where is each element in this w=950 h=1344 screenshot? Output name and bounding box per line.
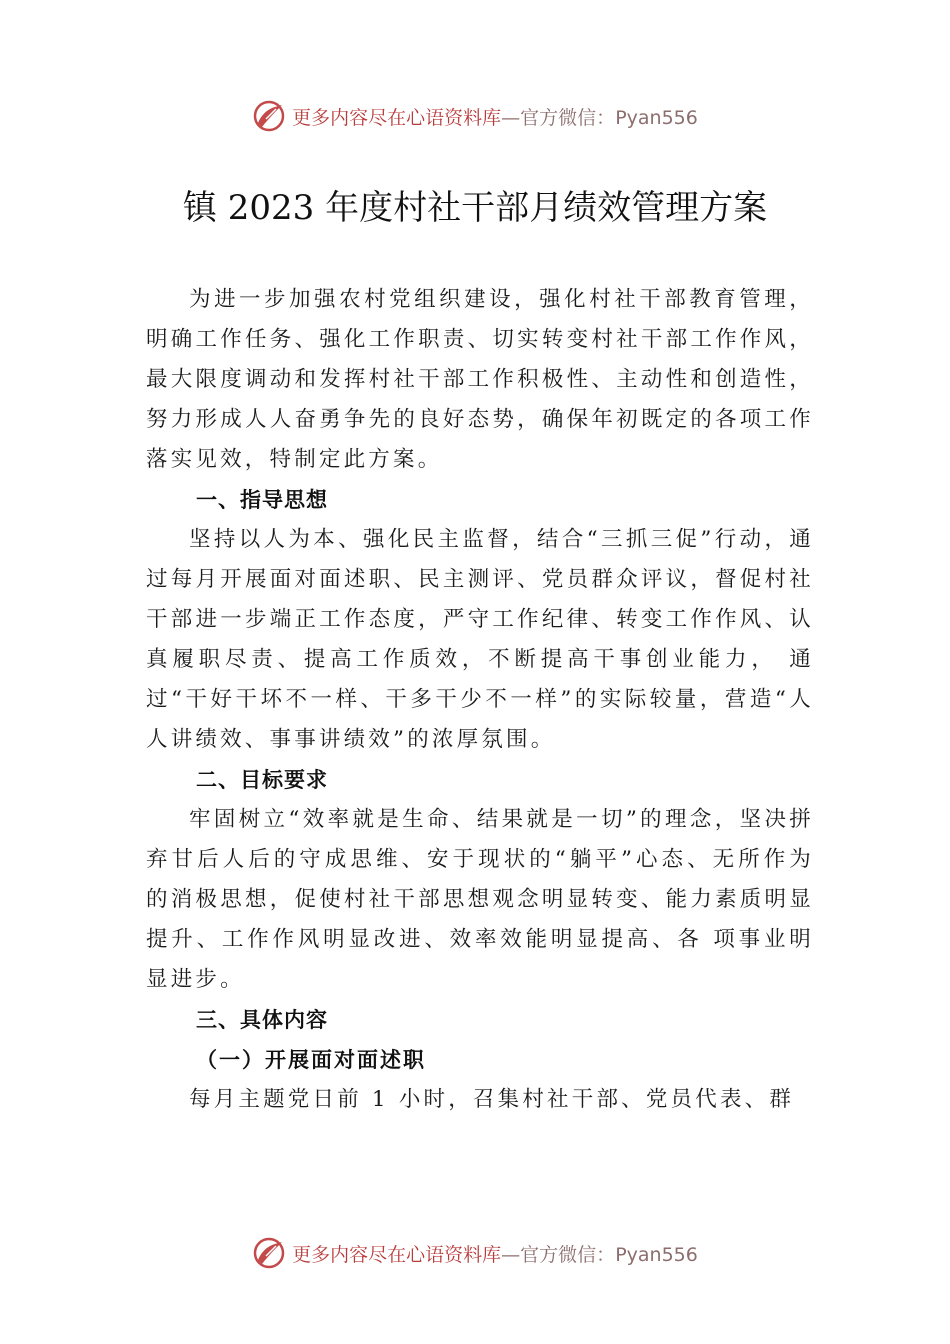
- brand-logo-icon: [252, 99, 286, 133]
- watermark-wechat-id: Pyan556: [615, 106, 698, 129]
- section-heading-guiding-thought: 一、指导思想: [196, 488, 328, 512]
- watermark-text: [292, 103, 698, 130]
- watermark-footer: [0, 1233, 950, 1273]
- watermark-brand: 更多内容尽在心语资料库: [292, 1243, 502, 1266]
- watermark-dash: —: [501, 106, 521, 129]
- watermark-official-label: 官方微信：: [520, 106, 616, 129]
- brand-logo-icon: [252, 1236, 286, 1270]
- watermark-text: [292, 1240, 698, 1267]
- watermark-dash: —: [501, 1243, 521, 1266]
- section-heading-content: 三、具体内容: [196, 1008, 328, 1032]
- intro-paragraph: 为进一步加强农村党组织建设，强化村社干部教育管理，明确工作任务、强化工作职责、切实转变村社干部工作作风，最大限度调动和发挥村社干部工作积极性、主动性和创造性，努力形成人人奋勇争先的良好态势，确保年初既定的各项工作落实见效，特制定此方案。: [146, 287, 814, 472]
- section-paragraph-content: 每月主题党日前 1 小时，召集村社干部、党员代表、群: [189, 1087, 795, 1112]
- watermark-brand: 更多内容尽在心语资料库: [292, 106, 502, 129]
- subsection-heading-face-to-face: （一）开展面对面述职: [196, 1047, 426, 1072]
- section-paragraph-goals: 牢固树立“效率就是生命、结果就是一切”的理念，坚决拼弃甘后人后的守成思维、安于现状的“躺平”心态、无所作为的消极思想，促使村社干部思想观念明显转变、能力素质明显提升、工作作风明显改进、效率效能明显提高、各 项事业明显进步。: [146, 807, 814, 992]
- section-paragraph-guiding-thought: 坚持以人为本、强化民主监督，结合“三抓三促”行动，通过每月开展面对面述职、民主测评、党员群众评议，督促村社干部进一步端正工作态度，严守工作纪律、转变工作作风、认真履职尽责、提高工作质效，不断提高干事创业能力， 通过“干好干坏不一样、干多干少不一样”的实际较量，营造“人人讲绩效、事事讲绩效”的浓厚氛围。: [146, 527, 814, 752]
- document-title: 镇 2023 年度村社干部月绩效管理方案: [182, 188, 768, 228]
- section-heading-goals: 二、目标要求: [196, 768, 328, 792]
- watermark-header: [0, 96, 950, 136]
- watermark-official-label: 官方微信：: [520, 1243, 616, 1266]
- watermark-wechat-id: Pyan556: [615, 1243, 698, 1266]
- document-body: [146, 280, 814, 1120]
